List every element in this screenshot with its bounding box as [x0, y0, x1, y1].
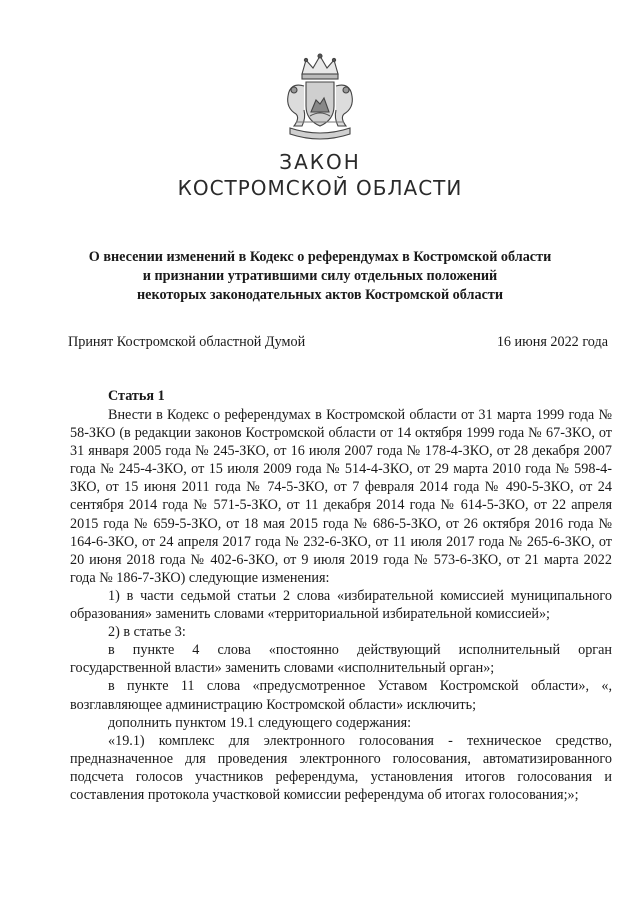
article-paragraph: «19.1) комплекс для электронного голосования - техническое средство, предназначенное для проведения электронного голосования, автоматизированного подсчета голосов участников референдума, установления итогов голосования и составления протокола участковой комиссии референдума об итогах голосования;»;	[70, 732, 612, 803]
article-paragraph: в пункте 11 слова «предусмотренное Уставом Костромской области», «, возглавляющее администрацию Костромской области» исключить;	[70, 678, 612, 713]
article-paragraph: 1) в части седьмой статьи 2 слова «избирательной комиссией муниципального образования» заменить словами «территориальной избирательной комиссией»;	[70, 587, 612, 623]
article-paragraph: в пункте 4 слова «постоянно действующий исполнительный орган государственной власти» заменить словами «исполнительный орган»;	[70, 642, 612, 677]
article-paragraph: дополнить пунктом 19.1 следующего содержания:	[108, 714, 412, 731]
article-paragraph: Внести в Кодекс о референдумах в Костромской области от 31 марта 1999 года № 58-ЗКО (в редакции законов Костромской области от 14 октября 1999 года № 67-ЗКО, от 31 января 2005 года № 245-ЗКО, от 16 июля 2007 года № 178-4-ЗКО, от 28 декабря 2007 года № 245-4-ЗКО, от 15 июля 2009 года № 514-4-ЗКО, от 29 марта 2010 года № 598-4-ЗКО, от 15 июня 2011 года № 74-5-ЗКО, от 7 февраля 2014 года № 490-5-ЗКО, от 24 сентября 2014 года № 571-5-ЗКО, от 11 декабря 2014 года № 614-5-ЗКО, от 22 апреля 2015 года № 659-5-ЗКО, от 18 мая 2015 года № 686-5-ЗКО, от 26 октября 2016 года № 164-6-ЗКО, от 24 апреля 2017 года № 232-6-ЗКО, от 11 июля 2017 года № 265-6-ЗКО, от 20 июня 2018 года № 402-6-ЗКО, от 9 июля 2019 года № 573-6-ЗКО, от 21 марта 2022 года № 186-7-ЗКО) следующие изменения:	[70, 407, 612, 586]
law-title-line2: КОСТРОМСКОЙ ОБЛАСТИ	[177, 176, 463, 200]
subject-line: некоторых законодательных актов Костромской области	[136, 287, 504, 303]
adopted-by: Принят Костромской областной Думой	[68, 334, 306, 350]
adopted-date: 16 июня 2022 года	[496, 334, 608, 350]
article-heading: Статья 1	[108, 388, 165, 404]
coat-of-arms-icon	[280, 52, 360, 144]
law-subject	[0, 248, 640, 305]
subject-line: и признании утратившими силу отдельных положений	[142, 268, 498, 284]
law-title-line1: ЗАКОН	[279, 150, 361, 174]
subject-line: О внесении изменений в Кодекс о референдумах в Костромской области	[88, 249, 552, 265]
article-paragraph: 2) в статье 3:	[108, 624, 186, 641]
article-body	[70, 406, 612, 804]
